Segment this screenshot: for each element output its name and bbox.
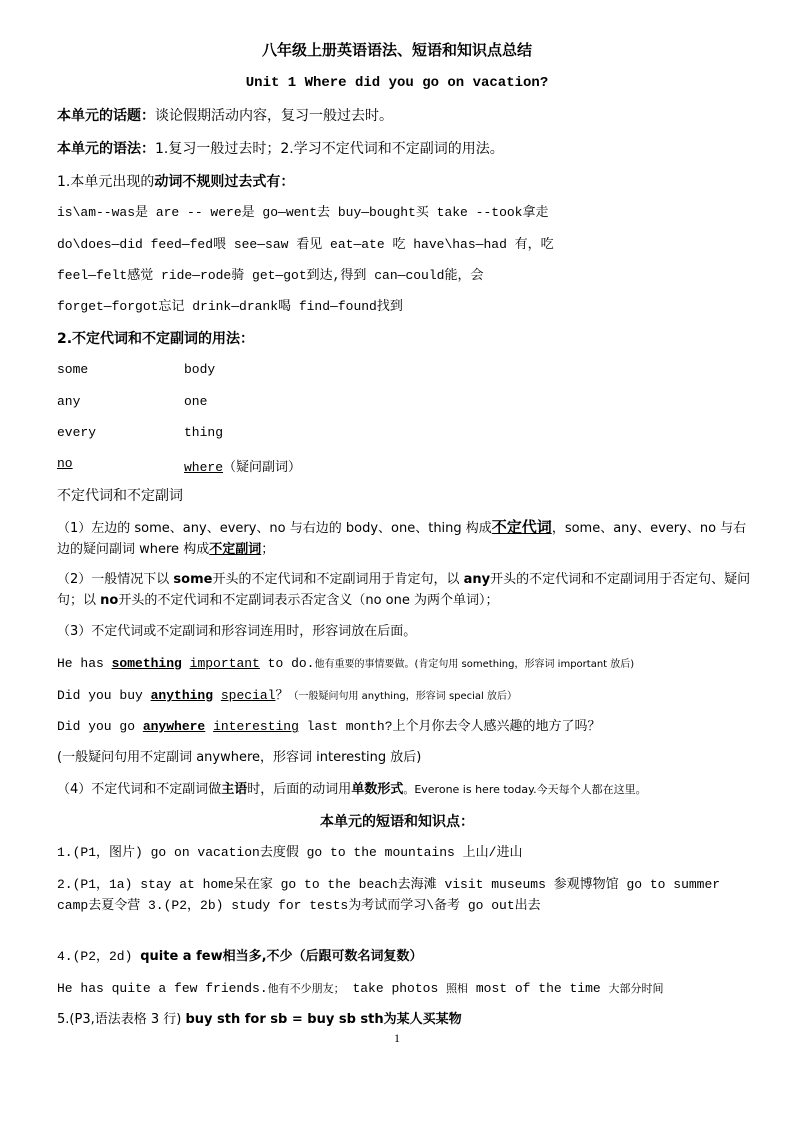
phrase-1: 1.(P1，图片) go on vacation去度假 go to the mountains 上山/进山 bbox=[57, 845, 523, 860]
topic-line bbox=[57, 106, 754, 126]
document-title: 八年级上册英语语法、短语和知识点总结 bbox=[261, 41, 532, 59]
table-left-cell: every bbox=[57, 425, 97, 440]
subheading: 不定代词和不定副词 bbox=[57, 488, 183, 504]
p1-term-pronoun: 不定代词 bbox=[491, 518, 552, 536]
ex1-adjective: important bbox=[189, 656, 260, 671]
phrase5-a: 5.(P3,语法表格 3 行) bbox=[57, 1012, 186, 1027]
ex1-note: 他有重要的事情要做。(肯定句用 something，形容词 important 放后) bbox=[314, 659, 635, 670]
phrases-heading: 本单元的短语和知识点： bbox=[320, 814, 474, 830]
example-2 bbox=[57, 686, 754, 707]
paragraph-4 bbox=[57, 780, 754, 800]
p2-some: some bbox=[173, 572, 213, 587]
phrase4-ex-f: 大部分时间 bbox=[608, 982, 664, 995]
phrase4-ex-a: He has quite a few friends. bbox=[57, 981, 268, 996]
phrase4-bold: quite a few相当多,不少（后跟可数名词复数） bbox=[140, 949, 423, 964]
p2-text-d: 开头的不定代词和不定副词表示否定含义（no one 为两个单词）； bbox=[118, 593, 499, 608]
table-right-cell-last bbox=[184, 456, 301, 475]
section-2-heading: 2.不定代词和不定副词的用法： bbox=[57, 331, 255, 347]
ex2-a: Did you buy bbox=[57, 688, 151, 703]
ex2-d: ？ bbox=[275, 688, 289, 703]
ex2-keyword: anything bbox=[150, 688, 214, 703]
ex3-note: 上个月你去令人感兴趣的地方了吗？ bbox=[392, 719, 601, 734]
p1-text-a: （1）左边的 some、any、every、no 与右边的 body、one、thing 构成 bbox=[57, 521, 492, 536]
ex1-d: to do. bbox=[259, 656, 315, 671]
ex3-keyword: anywhere bbox=[142, 719, 206, 734]
p4-c: 时，后面的动词用 bbox=[247, 782, 352, 797]
unit-title: Unit 1 Where did you go on vacation? bbox=[245, 75, 549, 91]
p2-no: no bbox=[100, 593, 119, 608]
irregular-line-3: feel—felt感觉 ride—rode骑 get—got到达,得到 can—could能，会 bbox=[57, 268, 484, 283]
phrase4-a: 4.(P2，2d) bbox=[57, 949, 141, 964]
p2-any: any bbox=[463, 572, 491, 587]
topic-text: 谈论假期活动内容，复习一般过去时。 bbox=[155, 108, 393, 124]
phrase4-ex-e: most of the time bbox=[468, 981, 609, 996]
p2-text-c: 开头的不定代词和不定副词用于否定句、疑问句；以 bbox=[57, 572, 751, 608]
topic-label: 本单元的话题： bbox=[57, 108, 155, 124]
phrase-2: 2.(P1，1a) stay at home呆在家 go to the beach去海滩 visit museums 参观博物馆 go to summer camp去夏令营 3.(P2，2b) study for tests为考试而学习\备考 go out出去 bbox=[57, 877, 721, 913]
section-1-bold: 动词不规则过去式有： bbox=[154, 174, 295, 190]
irregular-line-4: forget—forgot忘记 drink—drank喝 find—found找到 bbox=[57, 299, 403, 314]
p4-singular: 单数形式 bbox=[351, 782, 404, 797]
phrase-4 bbox=[57, 947, 754, 967]
ex1-a: He has bbox=[57, 656, 112, 671]
phrase5-bold: buy sth for sb = buy sb sth为某人买某物 bbox=[185, 1012, 462, 1027]
p1-text-c: ，some、any、every、no 与右边的疑问副词 where 构成 bbox=[57, 521, 747, 557]
p4-a: （4）不定代词和不定副词做 bbox=[57, 782, 222, 797]
paragraph-3: （3）不定代词或不定副词和形容词连用时，形容词放在后面。 bbox=[57, 624, 417, 639]
table-left-cell: no bbox=[57, 456, 73, 471]
grammar-text: 1.复习一般过去时；2.学习不定代词和不定副词的用法。 bbox=[155, 141, 504, 157]
ex2-adjective: special bbox=[220, 688, 276, 703]
phrase4-ex-b: 他有不少朋友； bbox=[267, 982, 345, 995]
ex1-keyword: something bbox=[111, 656, 182, 671]
ex2-note: （一般疑问句用 anything，形容词 special 放后） bbox=[288, 691, 518, 702]
table-left-cell: any bbox=[57, 394, 81, 409]
p1-text-e: ； bbox=[261, 542, 275, 557]
p4-example: 。Everone is here today.今天每个人都在这里。 bbox=[403, 783, 647, 796]
ex3-a: Did you go bbox=[57, 719, 143, 734]
grammar-line bbox=[57, 139, 754, 159]
paragraph-2 bbox=[57, 569, 754, 611]
phrase4-ex-d: 照相 bbox=[446, 982, 469, 995]
example-3 bbox=[57, 717, 754, 737]
section-1-prefix: 1.本单元出现的 bbox=[57, 174, 155, 190]
p1-term-adverb: 不定副词 bbox=[209, 542, 262, 557]
ex3-adjective: interesting bbox=[213, 719, 299, 734]
grammar-label: 本单元的语法： bbox=[57, 141, 155, 157]
table-left-cell: some bbox=[57, 362, 89, 377]
p2-text-a: （2）一般情况下以 bbox=[57, 572, 174, 587]
phrase-4-example bbox=[57, 979, 754, 999]
irregular-line-1: is\am--was是 are -- were是 go—went去 buy—bought买 take --took拿走 bbox=[57, 205, 549, 220]
example-3-note: (一般疑问句用不定副词 anywhere，形容词 interesting 放后) bbox=[57, 750, 422, 765]
table-note: （疑问副词） bbox=[223, 460, 302, 475]
phrase4-ex-c: take photos bbox=[344, 981, 447, 996]
p2-text-b: 开头的不定代词和不定副词用于肯定句，以 bbox=[212, 572, 464, 587]
irregular-line-2: do\does—did feed—fed喂 see—saw 看见 eat—ate 吃 have\has—had 有，吃 bbox=[57, 237, 554, 252]
table-right-cell: body bbox=[184, 362, 216, 377]
ex3-d: last month? bbox=[298, 719, 393, 734]
p4-subject: 主语 bbox=[221, 782, 248, 797]
table-right-cell: thing bbox=[184, 425, 224, 440]
example-1 bbox=[57, 654, 754, 675]
phrase-5 bbox=[57, 1010, 754, 1030]
section-1-heading bbox=[57, 172, 754, 192]
table-right-cell: one bbox=[184, 394, 208, 409]
page-number: 1 bbox=[394, 1031, 400, 1045]
table-right-word: where bbox=[184, 460, 224, 475]
paragraph-1 bbox=[57, 517, 754, 560]
